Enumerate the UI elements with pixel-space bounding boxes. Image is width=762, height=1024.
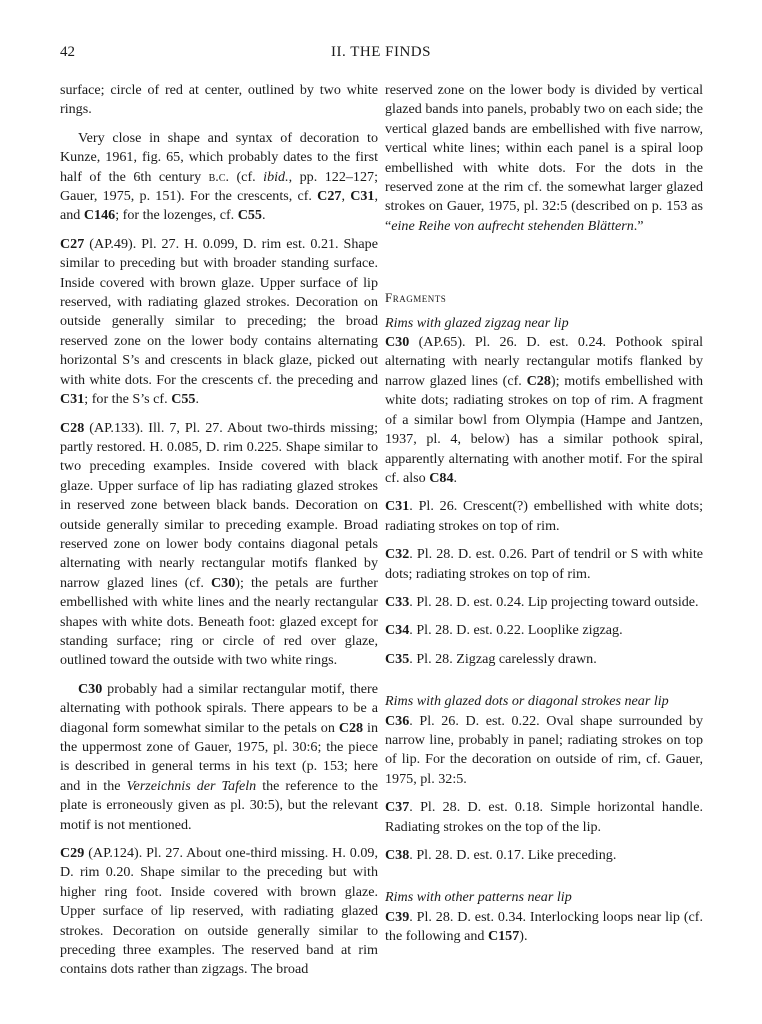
text-run: probably had a similar rectangular motif, there alternating with pothook spirals. There appears to be a diagonal form somewhat similar to the petals on bbox=[60, 680, 378, 736]
left-column bbox=[60, 81, 378, 980]
text-run: ; for the lozenges, cf. bbox=[115, 207, 238, 224]
catalog-entry-c37 bbox=[385, 798, 703, 837]
subheading: Rims with glazed zigzag near lip bbox=[385, 314, 569, 331]
right-column bbox=[385, 81, 703, 956]
page-number: 42 bbox=[60, 44, 75, 60]
spacer bbox=[385, 678, 703, 692]
catalog-entry-c39 bbox=[385, 908, 703, 947]
text-run: . Pl. 26. Crescent(?) embellished with white dots; radiating strokes on top of rim. bbox=[385, 498, 703, 534]
text-run: . Pl. 28. D. est. 0.17. Like preceding. bbox=[409, 847, 617, 863]
catalog-ref: C35 bbox=[385, 650, 410, 667]
italic-text: ibid. bbox=[263, 168, 289, 185]
text-run: surface; circle of red at center, outlined by two white rings. bbox=[60, 82, 378, 118]
catalog-ref: C38 bbox=[385, 847, 410, 863]
catalog-entry-c35 bbox=[385, 650, 703, 669]
text-run: (cf. bbox=[229, 168, 264, 185]
text-run: . Pl. 26. D. est. 0.22. Oval shape surrounded by narrow line, probably in panel; radiating strokes on top of lip. For the decoration on outside of rim, cf. Gauer, 1975, pl. 32:5. bbox=[385, 712, 703, 787]
catalog-entry-intro-comparison bbox=[60, 129, 378, 226]
text-run: . bbox=[261, 207, 266, 224]
spacer bbox=[385, 874, 703, 888]
catalog-entry-c32 bbox=[385, 545, 703, 584]
catalog-ref: C28 bbox=[60, 419, 85, 436]
italic-text: Verzeichnis der Tafeln bbox=[126, 777, 257, 794]
catalog-ref: C31 bbox=[60, 391, 85, 408]
text-run: ); the petals are further embellished with white lines and the nearly rectangular shapes with white dots. Beneath foot: glazed except for standing surface; ring or circle of red over glaze, outlined toward the outside with two white rings. bbox=[60, 574, 378, 669]
catalog-ref: C30 bbox=[78, 680, 103, 697]
catalog-ref: C32 bbox=[385, 546, 410, 563]
section-heading-fragments: Fragments bbox=[385, 290, 447, 306]
catalog-ref: C33 bbox=[385, 593, 410, 610]
catalog-ref: C146 bbox=[83, 207, 116, 224]
catalog-ref: C30 bbox=[210, 574, 236, 591]
catalog-ref: C39 bbox=[385, 908, 410, 925]
catalog-ref: C37 bbox=[385, 799, 410, 816]
text-run: .” bbox=[633, 217, 644, 234]
text-run: (AP.49). Pl. 27. H. 0.099, D. rim est. 0.21. Shape similar to preceding but with broader standing surface. Inside covered with brown glaze. Upper surface of lip reserved, with radiating glazed strokes. Decoration on outside generally similar to preceding; the broad reserved zone on the lower body contains alternating horizontal S’s and crescents in black glaze, picked out with white dots. For the crescents cf. the preceding and bbox=[60, 235, 378, 388]
text-run: , pp. 122–127; Gauer, 1975, p. 151). For the crescents, cf. bbox=[60, 168, 378, 205]
catalog-ref: C55 bbox=[237, 207, 262, 224]
catalog-entry-c29-continued bbox=[385, 81, 703, 236]
text-run: in the uppermost zone of Gauer, 1975, pl. 30:6; the piece is described in general terms in his text (p. 153; here and in the bbox=[60, 719, 378, 794]
text-run: ; for the S’s cf. bbox=[84, 391, 172, 408]
catalog-ref: C36 bbox=[385, 712, 410, 729]
text-run: (AP.65). Pl. 26. D. est. 0.24. Pothook spiral alternating with nearly rectangular motifs flanked by narrow glazed lines (cf. bbox=[385, 334, 703, 389]
catalog-ref: C31 bbox=[350, 188, 375, 205]
text-run: . Pl. 28. D. est. 0.26. Part of tendril or S with white dots; radiating strokes on top of rim. bbox=[385, 546, 703, 582]
subheading: Rims with glazed dots or diagonal strokes near lip bbox=[385, 693, 669, 710]
text-run: . Pl. 28. D. est. 0.18. Simple horizontal handle. Radiating strokes on the top of the lip. bbox=[385, 799, 703, 835]
catalog-entry-c31 bbox=[385, 497, 703, 536]
text-run: reserved zone on the lower body is divided by vertical glazed bands into panels, probably two on each side; the vertical glazed bands are embellished with five narrow, vertical white lines; within each panel is a spiral loop embellished with white dots. For the dots in the reserved zone at the rim cf. the somewhat larger glazed strokes on Gauer, 1975, pl. 32:5 (described on p. 153 as “ bbox=[385, 82, 703, 234]
catalog-ref: C84 bbox=[429, 469, 454, 486]
catalog-ref: C27 bbox=[317, 188, 342, 205]
catalog-entry-c30 bbox=[385, 333, 703, 488]
catalog-ref: C55 bbox=[171, 391, 196, 408]
catalog-entry-c27 bbox=[60, 235, 378, 410]
fragment-groups bbox=[385, 314, 703, 947]
catalog-entry-c36 bbox=[385, 712, 703, 790]
catalog-entry-c30-note bbox=[60, 680, 378, 835]
catalog-entry-c33 bbox=[385, 593, 703, 612]
catalog-entry-c34 bbox=[385, 621, 703, 640]
text-run: the reference to the plate is erroneously given as pl. 30:5), but the relevant motif is not mentioned. bbox=[60, 777, 378, 833]
text-run: ). bbox=[519, 928, 528, 945]
small-caps-text: b.c. bbox=[208, 168, 229, 185]
catalog-ref: C28 bbox=[338, 719, 364, 736]
catalog-ref: C30 bbox=[385, 334, 410, 351]
catalog-ref: C28 bbox=[526, 372, 551, 389]
catalog-entry-c29 bbox=[60, 844, 378, 980]
subheading: Rims with other patterns near lip bbox=[385, 889, 572, 906]
page-header bbox=[60, 44, 702, 64]
catalog-ref: C29 bbox=[60, 845, 85, 862]
spacer bbox=[385, 236, 703, 288]
text-run: . Pl. 28. D. est. 0.34. Interlocking loops near lip (cf. the following and bbox=[385, 908, 703, 945]
catalog-entry-c38 bbox=[385, 846, 703, 865]
catalog-entry-intro-tail bbox=[60, 81, 378, 120]
text-run: . bbox=[195, 391, 199, 408]
text-run: . Pl. 28. D. est. 0.22. Looplike zigzag. bbox=[409, 622, 623, 639]
text-run: (AP.133). Ill. 7, Pl. 27. About two-thirds missing; partly restored. H. 0.085, D. rim 0.225. Shape similar to two preceding examples. Inside covered with black glaze. Upper surface of lip has radiating glazed strokes in reserved zone between black bands. Decoration on outside generally similar to preceding example. Broad reserved zone on lower body contains diagonal petals alternating with nearly rectangular motifs flanked by narrow glazed lines (cf. bbox=[60, 419, 378, 591]
text-run: . Pl. 28. Zigzag carelessly drawn. bbox=[409, 650, 597, 667]
text-run: ); motifs embellished with white dots; radiating strokes on top of rim. A fragment of a similar bowl from Olympia (Hampe and Jantzen, 1937, pl. 4, below) has a similar pothook spiral, apparently alternating with another motif. For the spiral cf. also bbox=[385, 372, 703, 486]
catalog-ref: C31 bbox=[385, 498, 410, 515]
catalog-ref: C34 bbox=[385, 622, 410, 639]
continuation-block bbox=[385, 81, 703, 236]
catalog-ref: C27 bbox=[60, 235, 85, 252]
running-head: II. THE FINDS bbox=[331, 44, 431, 60]
text-run: . bbox=[453, 469, 458, 486]
text-run: (AP.124). Pl. 27. About one-third missing. H. 0.09, D. rim 0.20. Shape similar to the preceding but with higher ring foot. Inside covered with brown glaze. Upper surface of lip reserved, with radiating glazed strokes. Decoration on outside generally similar to preceding three examples. The reserved band at rim contains dots rather than zigzags. The broad bbox=[60, 845, 378, 978]
text-run: Very close in shape and syntax of decoration to Kunze, 1961, fig. 65, which probably dates to the first half of the 6th century bbox=[60, 129, 378, 185]
catalog-ref: C157 bbox=[487, 928, 520, 945]
text-run: , and bbox=[60, 188, 379, 224]
catalog-entry-c28 bbox=[60, 419, 378, 671]
text-run: , bbox=[341, 188, 351, 205]
text-run: . Pl. 28. D. est. 0.24. Lip projecting toward outside. bbox=[409, 593, 699, 610]
italic-text: eine Reihe von aufrecht stehenden Blättern bbox=[391, 217, 634, 234]
